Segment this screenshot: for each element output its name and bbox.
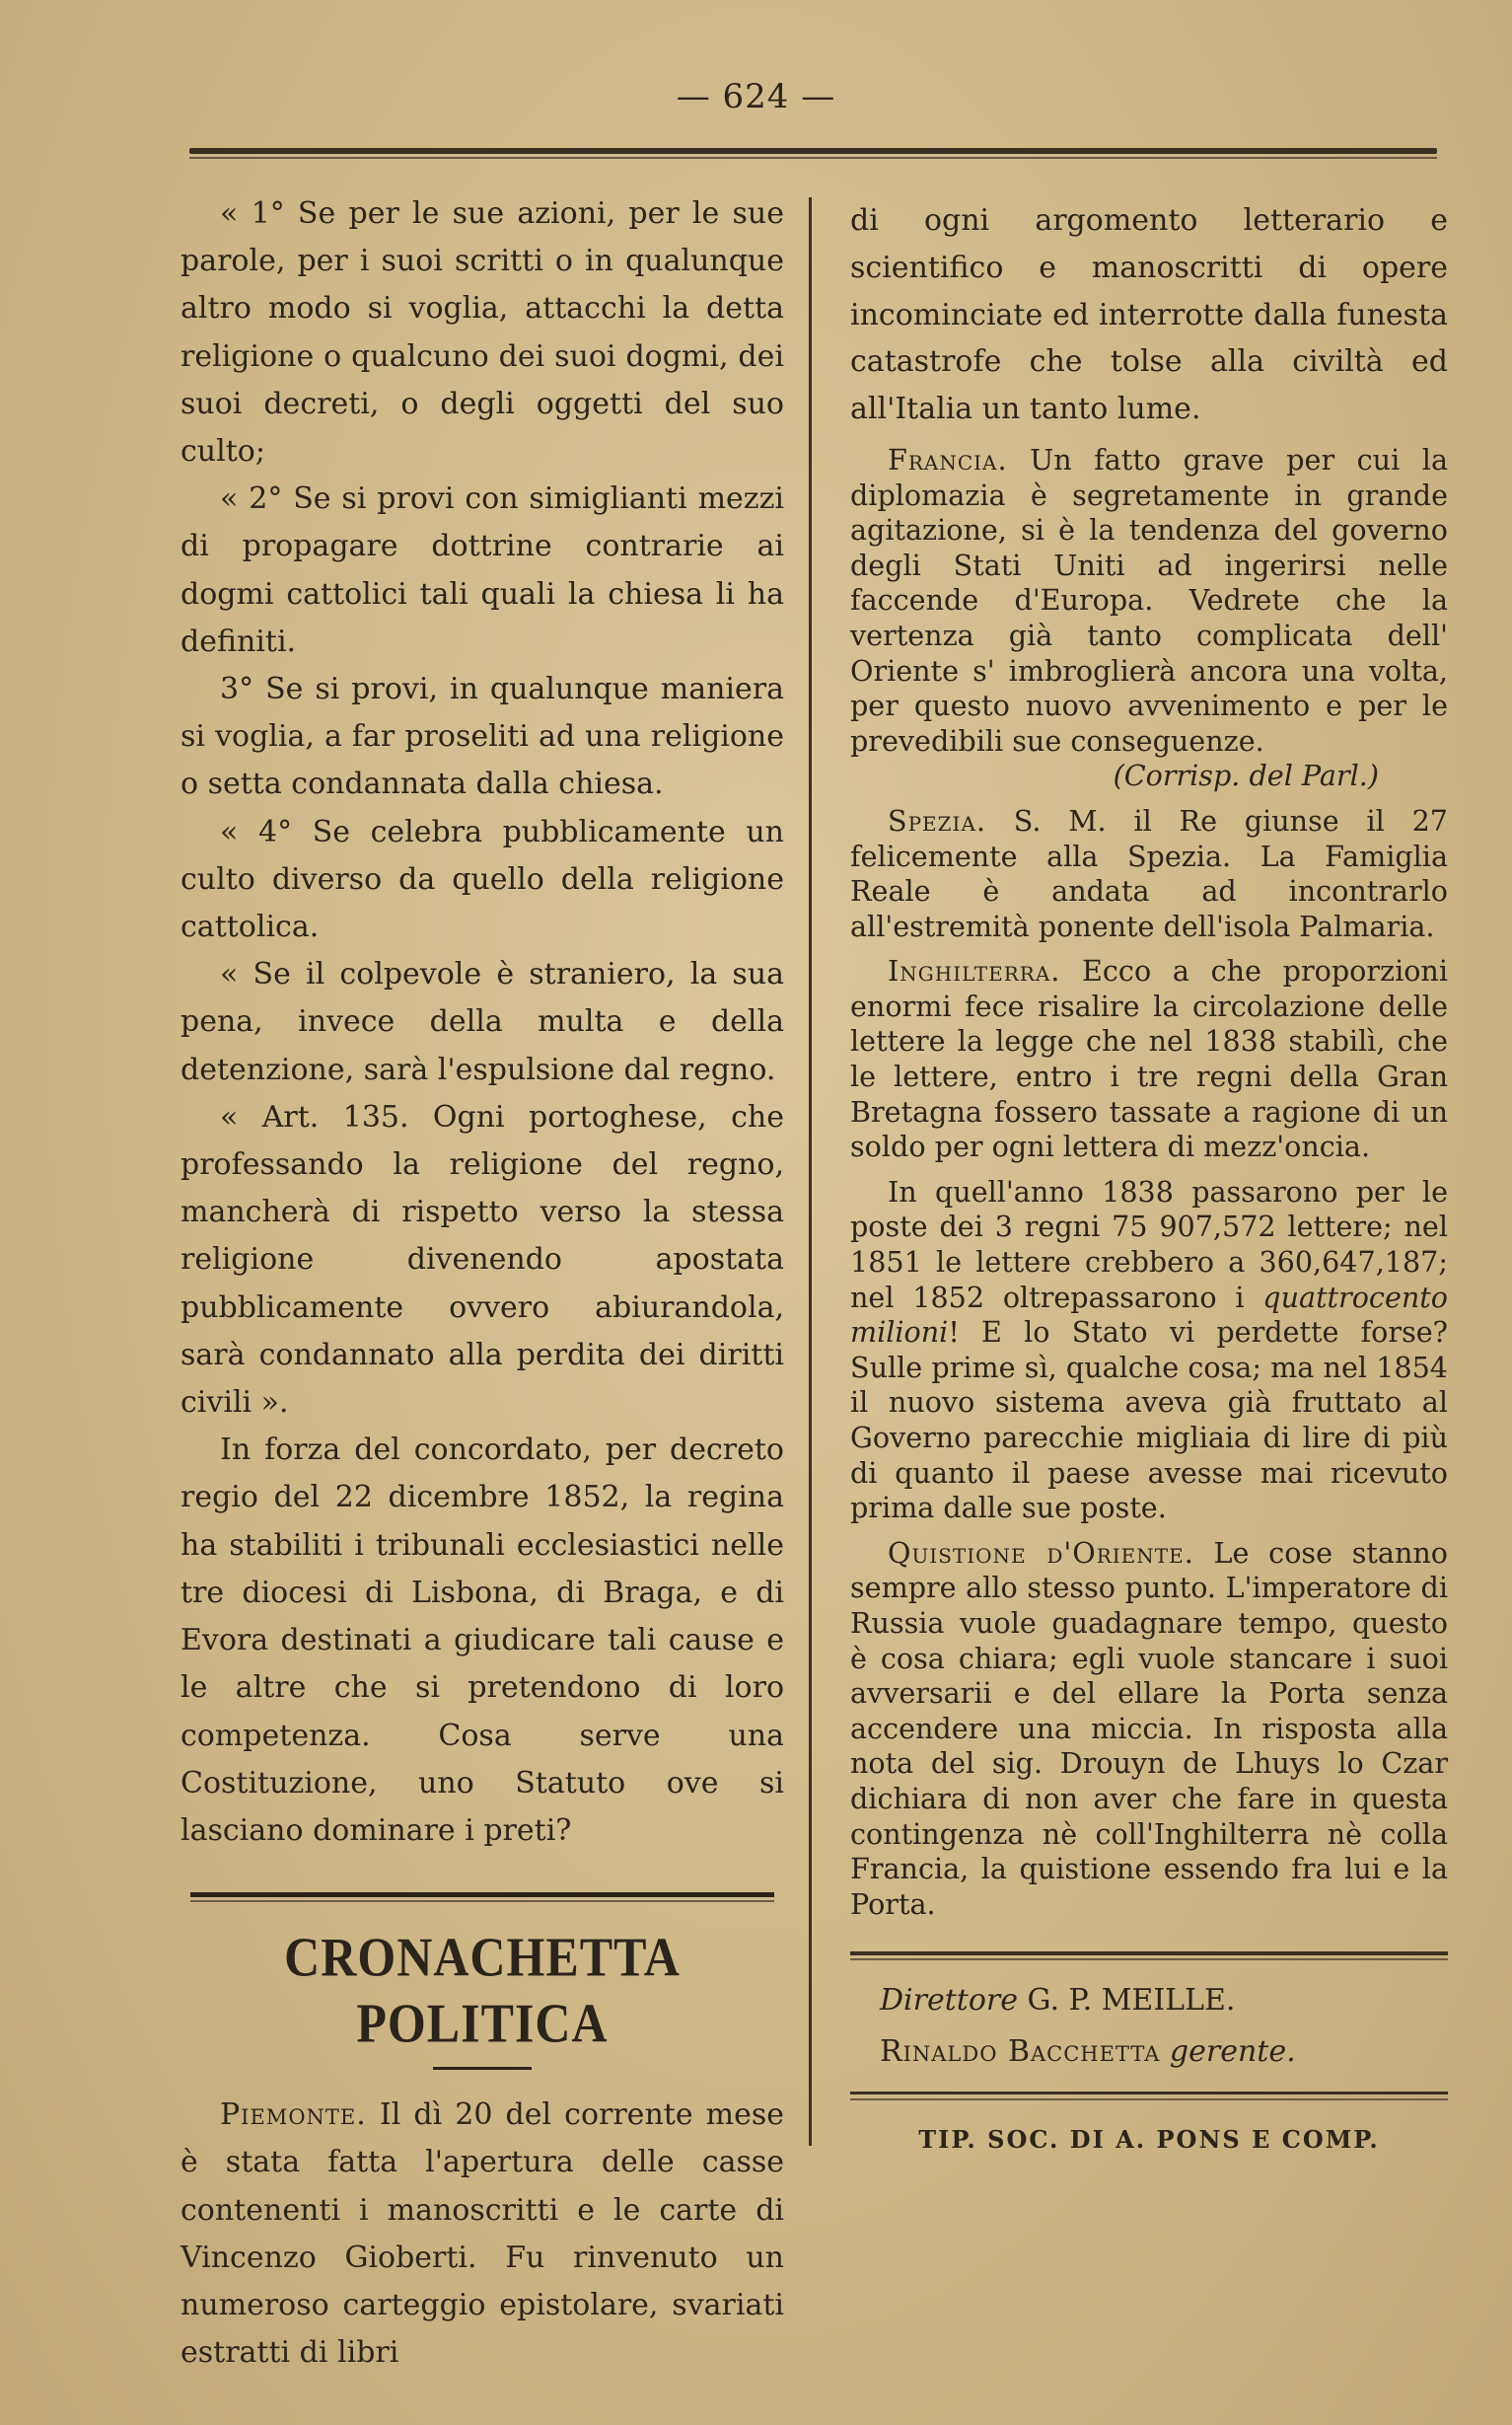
news-item-text: Ecco a che proporzioni enormi fece risalire la circolazione delle lettere la legge che nel 1838 stabilì, che le lettere, entro i tre regni della Gran Bretagna fossero tassate a ragione di un soldo per ogni lettera di mezz'oncia. (850, 954, 1448, 1164)
left-column (180, 190, 784, 2377)
news-item-text: In quell'anno 1838 passarono per le poste dei 3 regni 75 907,572 lettere; nel 1851 le lettere crebbero a 360,647,187; nel 1852 oltrepassarono i (850, 1174, 1448, 1314)
paragraph: « 4° Se celebra pubblicamente un culto diverso da quello della religione cattolica. (180, 814, 784, 945)
footer-rule-bottom (850, 2092, 1448, 2094)
column-divider (809, 197, 812, 2146)
news-item-text: S. M. il Re giunse il 27 felicemente alla Spezia. La Famiglia Reale è andata ad incontrarlo all'estremità ponente dell'isola Palmaria. (850, 803, 1448, 943)
news-item-heading: Inghilterra. (888, 954, 1061, 989)
paragraph: In forza del concordato, per decreto regio del 22 dicembre 1852, la regina ha stabiliti i tribunali ecclesiastici nelle tre diocesi di Lisbona, di Braga, e di Evora destinati a giudicare tali cause e le altre che si pretendono di loro competenza. Cosa serve una Costituzione, uno Statuto ove si lasciano dominare i preti? (180, 1433, 784, 1848)
director-name: G. P. MEILLE. (1018, 1983, 1236, 2019)
news-item-text: ! E lo Stato vi perdette forse? Sulle prime sì, qualche cosa; ma nel 1854 il nuovo sistema aveva già fruttato al Governo parecchie migliaia di lire di più di quanto il paese avesse mai ricevuto prima dalle sue poste. (850, 1315, 1448, 1525)
news-item-emphasis: quattrocento milioni (850, 1280, 1448, 1350)
news-item-spezia (850, 804, 1448, 944)
paragraph: « Art. 135. Ogni portoghese, che professando la religione del regno, mancherà di rispetto verso la stessa religione divenendo apostata pubblicamente ovvero abiurandola, sarà condannato alla perdita dei diritti civili ». (180, 1099, 784, 1421)
news-item-heading: Quistione d'Oriente. (888, 1535, 1194, 1570)
manager-line (850, 2026, 1448, 2078)
paragraph: « Se il colpevole è straniero, la sua pena, invece della multa e della detenzione, sarà l'espulsione dal regno. (180, 957, 784, 1087)
page-number: — 624 — (676, 77, 836, 116)
printer-imprint: TIP. SOC. DI A. PONS E COMP. (918, 2125, 1380, 2155)
news-item-oriente (850, 1536, 1448, 1923)
section-rule (190, 1892, 774, 1897)
news-item-heading: Francia. (888, 442, 1008, 477)
paragraph: « 2° Se si provi con simiglianti mezzi di propagare dottrine contrarie ai dogmi cattolici tali quali la chiesa li ha definiti. (180, 481, 784, 659)
news-item-inghilterra-continued (850, 1175, 1448, 1526)
news-item-inghilterra (850, 954, 1448, 1165)
director-label: Direttore (880, 1983, 1019, 2019)
news-item-heading: Spezia. (888, 803, 986, 838)
director-line (850, 1975, 1448, 2026)
manager-label: gerente. (1160, 2034, 1296, 2070)
news-item-text: Le cose stanno sempre allo stesso punto. L'imperatore di Russia vuole guadagnare tempo, questo è cosa chiara; egli vuole stancare i suoi avversarii e del ellare la Porta senza accendere una miccia. In risposta alla nota del sig. Drouyn de Lhuys lo Czar dichiara di non aver che fare in questa contingenza nè coll'Inghilterra nè colla Francia, la quistione essendo fra lui e la Porta. (850, 1535, 1448, 1921)
paragraph-continuation: di ogni argomento letterario e scientifico e manoscritti di opere incominciate ed interrotte dalla funesta catastrofe che tolse alla civiltà ed all'Italia un tanto lume. (850, 203, 1448, 427)
paragraph: 3° Se si provi, in qualunque maniera si voglia, a far proseliti ad una religione o setta condannata dalla chiesa. (180, 672, 784, 802)
top-rule (189, 148, 1437, 154)
right-column (850, 197, 1448, 2158)
source-citation: (Corrisp. del Parl.) (1113, 759, 1379, 793)
manager-name: Rinaldo Bacchetta (880, 2034, 1161, 2070)
news-item-text: Un fatto grave per cui la diplomazia è segretamente in grande agitazione, si è la tendenza del governo degli Stati Uniti ad ingerirsi nelle faccende d'Europa. Vedrete che la vertenza già tanto complicata dell' Oriente s' imbroglierà ancora una volta, per questo nuovo avvenimento e per le prevedibili sue conseguenze. (850, 442, 1448, 758)
section-title: CRONACHETTA POLITICA (284, 1926, 681, 2055)
news-item-text: Il dì 20 del corrente mese è stata fatta l'apertura delle casse contenenti i manoscritti e le carte di Vincenzo Gioberti. Fu rinvenuto un numeroso carteggio epistolare, svariati estratti di libri (180, 2097, 784, 2371)
news-item-francia (850, 443, 1448, 759)
paragraph: « 1° Se per le sue azioni, per le sue parole, per i suoi scritti o in qualunque altro modo si voglia, attacchi la detta religione o qualcuno dei suoi dogmi, dei suoi decreti, o degli oggetti del suo culto; (180, 196, 784, 470)
news-item-heading: Piemonte. (220, 2097, 367, 2133)
title-underline (433, 2067, 532, 2070)
news-item-piemonte (180, 2092, 784, 2377)
